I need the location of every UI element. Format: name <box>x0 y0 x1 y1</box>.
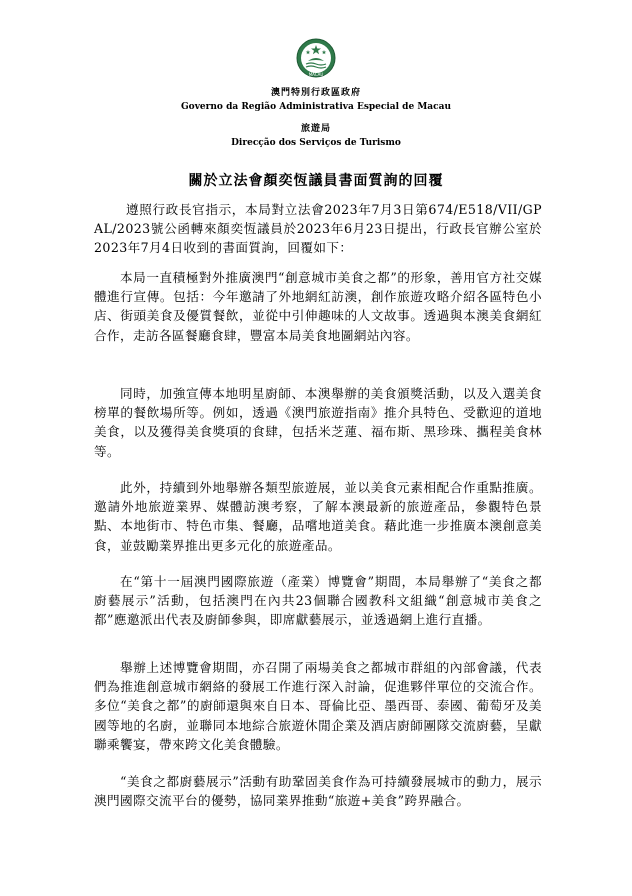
paragraph: 此外，持續到外地舉辦各類型旅遊展，並以美食元素相配合作重點推廣。邀請外地旅遊業界、媒體訪澳考察，了解本澳最新的旅遊產品，參觀特色景點、本地街市、特色市集、餐廳，品嚐地道美食。藉此進一步推廣本澳創意美食，並鼓勵業界推出更多元化的旅遊產品。 <box>94 480 542 553</box>
paragraph: 本局一直積極對外推廣澳門“創意城市美食之都”的形象，善用官方社交媒體進行宣傳。包括：今年邀請了外地網紅訪澳，創作旅遊攻略介紹各區特色小店、街頭美食及優質餐飲，並從中引伸趣味的人文故事。透過與本澳美食網紅合作，走訪各區餐廳食肆，豐富本局美食地圖網站內容。 <box>94 270 542 343</box>
paragraph: 在“第十一屆澳門國際旅遊（產業）博覽會”期間，本局舉辦了“美食之都廚藝展示”活動，包括澳門在內共23個聯合國教科文組織“創意城市美食之都”應邀派出代表及廚師參與，即席獻藝展示，並透過網上進行直播。 <box>94 574 542 628</box>
department-name-pt: Direcção dos Serviços de Turismo <box>231 138 401 148</box>
document-title: 關於立法會顏奕恆議員書面質詢的回覆 <box>188 173 444 189</box>
paragraph: 舉辦上述博覽會期間，亦召開了兩場美食之都城市群組的內部會議，代表們為推進創意城市網絡的發展工作進行深入討論，促進夥伴單位的交流合作。多位“美食之都”的廚師還與來自日本、哥倫比亞、墨西哥、泰國、葡萄牙及美國等地的名廚，並聯同本地綜合旅遊休閒企業及酒店廚師團隊交流廚藝，呈獻聯乘饗宴，帶來跨文化美食體驗。 <box>94 660 542 752</box>
paragraph-intro: 遵照行政長官指示，本局對立法會2023年7月3日第674/E518/VII/GPAL/2023號公函轉來顏奕恆議員於2023年6月23日提出，行政長官辦公室於2023年7月4日收到的書面質詢，回覆如下： <box>94 202 542 256</box>
emblem-caption: MACAU <box>308 72 324 77</box>
paragraph: 同時，加強宣傳本地明星廚師、本澳舉辦的美食頒獎活動，以及入選美食榜單的餐飲場所等。例如，透過《澳門旅遊指南》推介具特色、受歡迎的道地美食，以及獲得美食獎項的食肆，包括米芝蓮、福布斯、黑珍珠、攜程美食林等。 <box>94 386 542 459</box>
macau-emblem-icon <box>296 38 336 78</box>
government-name-pt: Governo da Região Administrativa Especial de Macau <box>181 102 451 112</box>
government-name-zh: 澳門特別行政區政府 <box>270 88 361 98</box>
paragraph: “美食之都廚藝展示”活動有助鞏固美食作為可持續發展城市的動力，展示澳門國際交流平台的優勢，協同業界推動“旅遊+美食”跨界融合。 <box>94 774 542 809</box>
department-name-zh: 旅遊局 <box>300 124 331 134</box>
